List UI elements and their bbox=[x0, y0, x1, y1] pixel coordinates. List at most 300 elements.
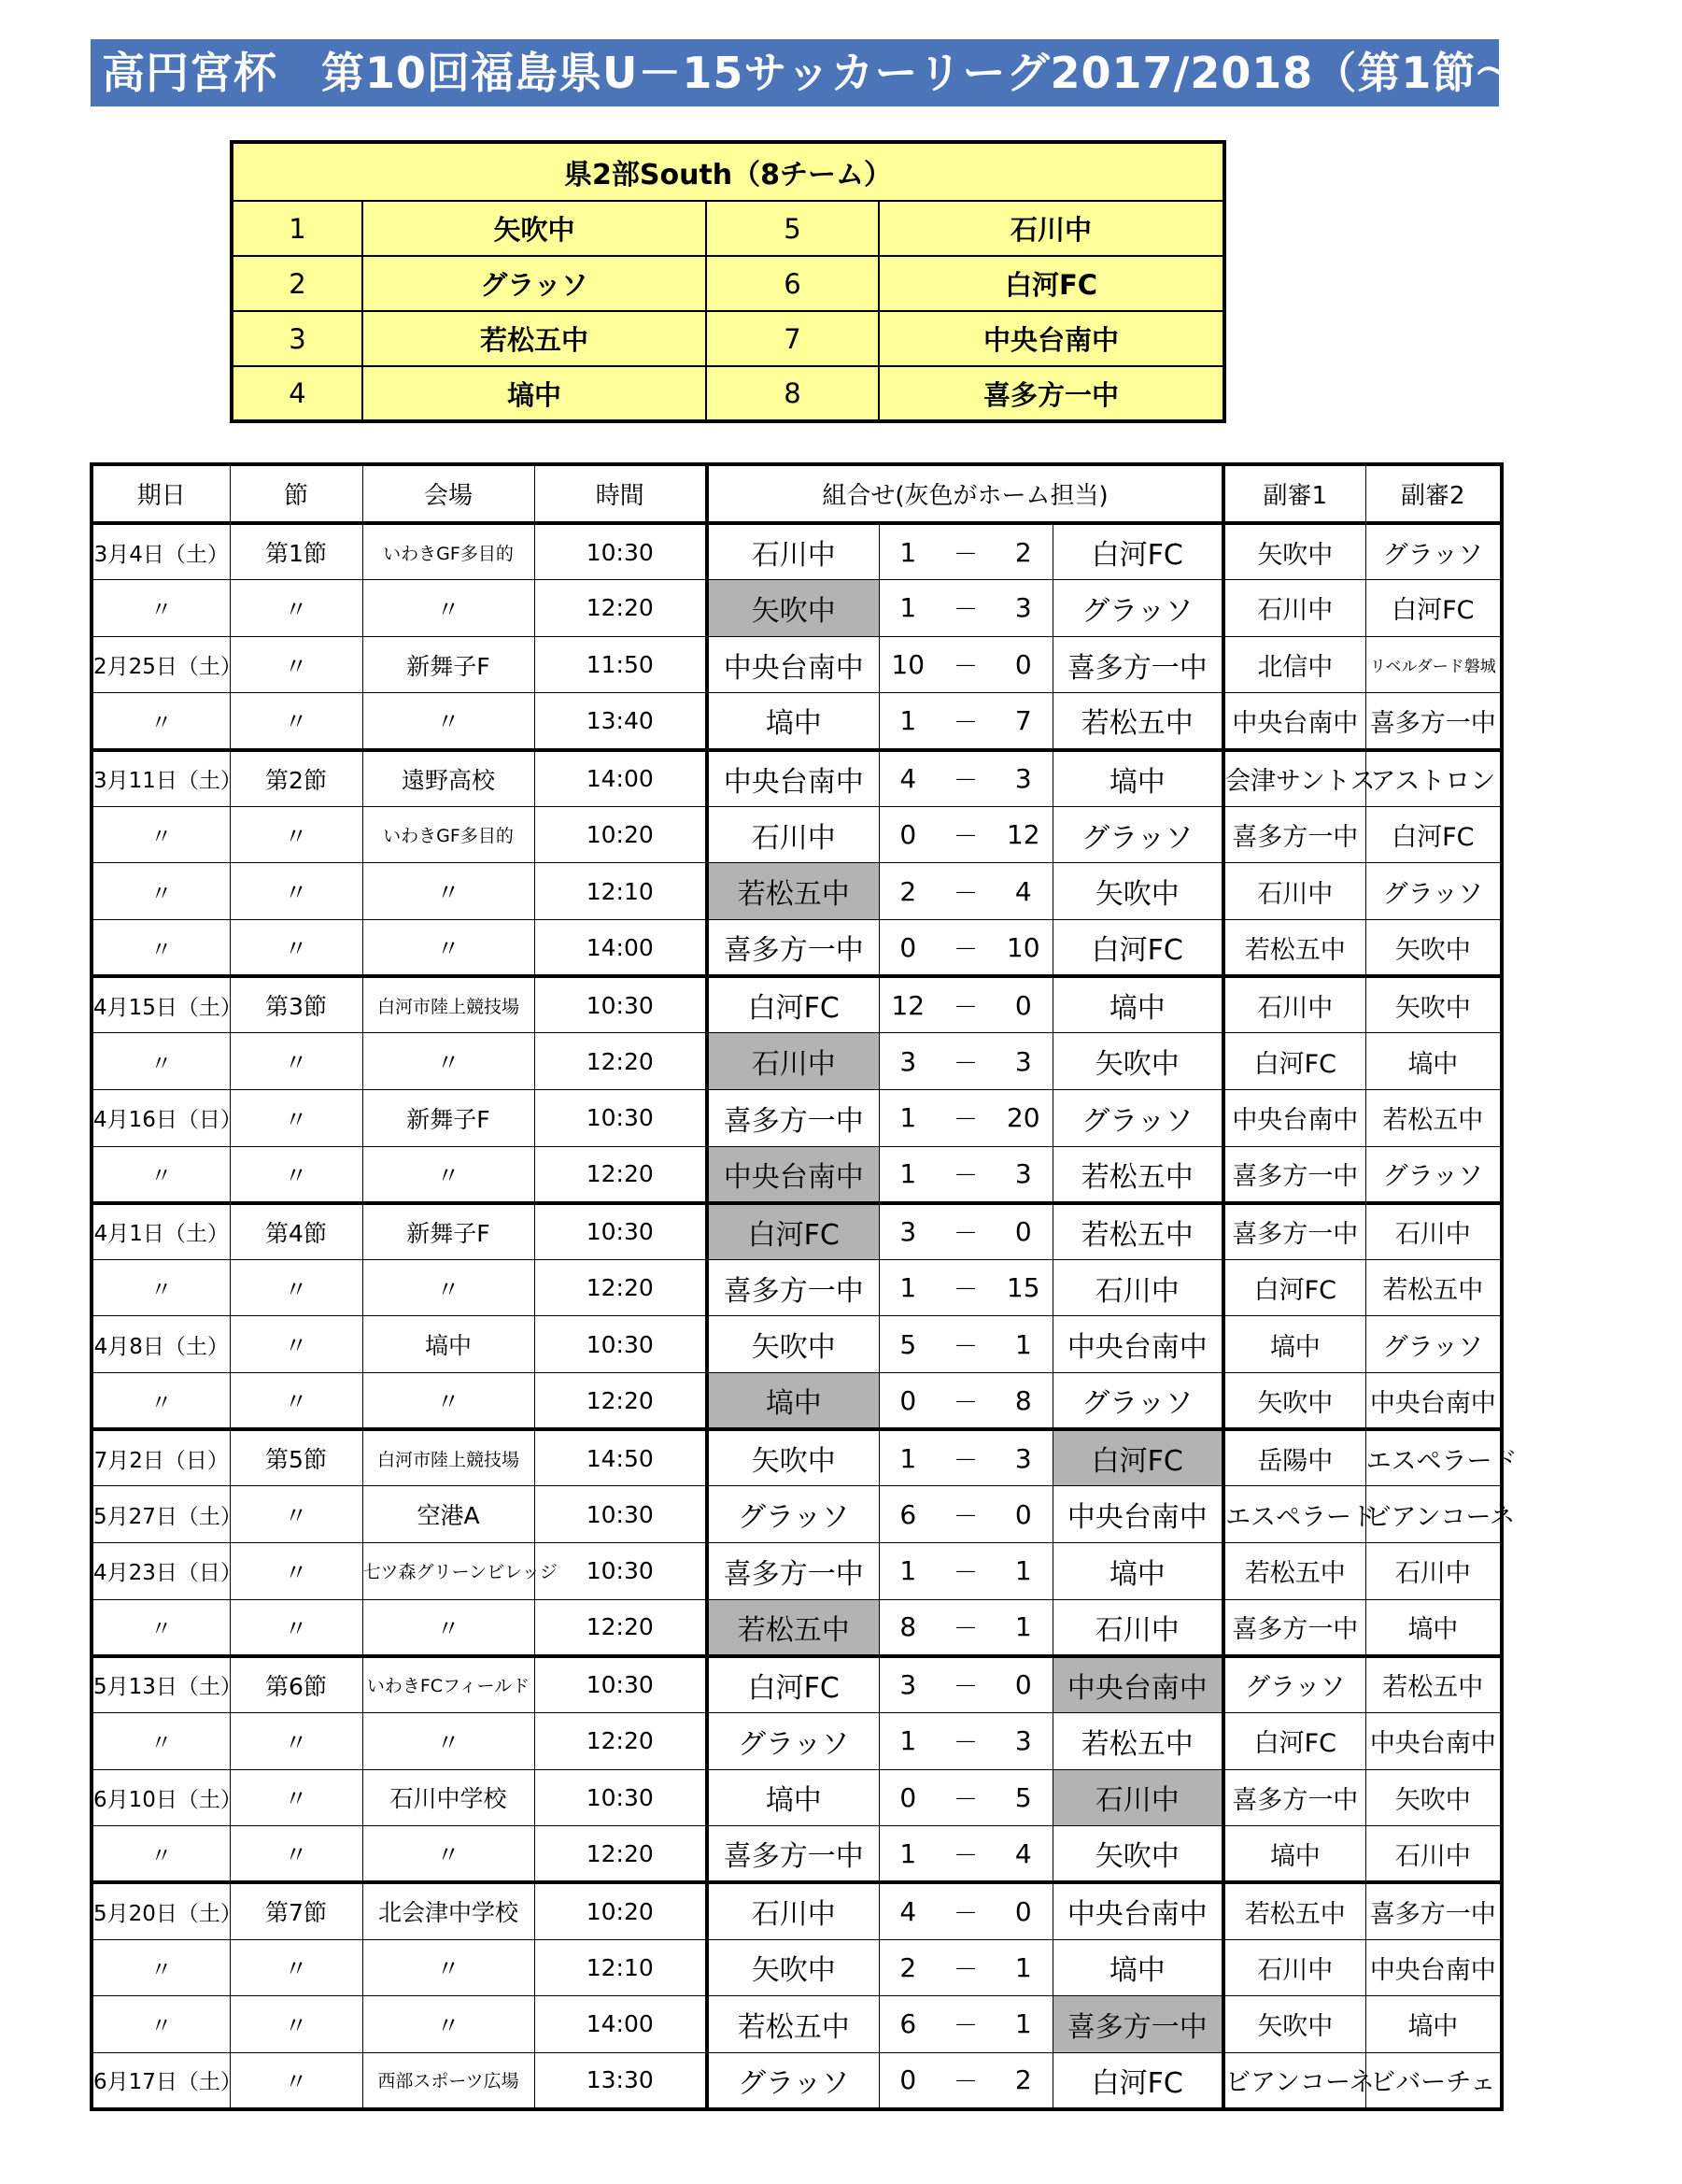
home-team: 中央台南中 bbox=[707, 636, 879, 693]
referee-2: 喜多方一中 bbox=[1365, 1882, 1502, 1939]
division-team-table bbox=[230, 140, 1226, 423]
away-score: 0 bbox=[995, 976, 1053, 1033]
referee-1: 岳陽中 bbox=[1223, 1429, 1365, 1486]
referee-2: グラッソ bbox=[1365, 1146, 1502, 1203]
match-venue: 白河市陸上競技場 bbox=[362, 976, 534, 1033]
away-team: 若松五中 bbox=[1053, 1146, 1223, 1203]
referee-1: 若松五中 bbox=[1223, 1882, 1365, 1939]
home-team: 矢吹中 bbox=[707, 1316, 879, 1373]
match-round: 第5節 bbox=[230, 1429, 362, 1486]
match-date: 5月13日（土） bbox=[92, 1656, 230, 1713]
away-score: 3 bbox=[995, 580, 1053, 637]
match-round: 〃 bbox=[230, 1316, 362, 1373]
match-round: 〃 bbox=[230, 1826, 362, 1883]
home-score: 1 bbox=[879, 1543, 937, 1600]
home-score: 1 bbox=[879, 580, 937, 637]
referee-2: 石川中 bbox=[1365, 1543, 1502, 1600]
away-team: グラッソ bbox=[1053, 1089, 1223, 1146]
match-row bbox=[92, 976, 1502, 1033]
match-date: 〃 bbox=[92, 806, 230, 863]
match-time: 10:30 bbox=[534, 1656, 707, 1713]
match-venue: 西部スポーツ広場 bbox=[362, 2052, 534, 2109]
referee-1: 喜多方一中 bbox=[1223, 1599, 1365, 1656]
home-team: 喜多方一中 bbox=[707, 1826, 879, 1883]
match-time: 14:00 bbox=[534, 750, 707, 807]
team-row bbox=[232, 256, 1224, 311]
home-score: 1 bbox=[879, 1146, 937, 1203]
match-row bbox=[92, 1146, 1502, 1203]
referee-1: 矢吹中 bbox=[1223, 523, 1365, 580]
referee-2: 塙中 bbox=[1365, 1033, 1502, 1090]
referee-1: エスペラード bbox=[1223, 1486, 1365, 1543]
match-row bbox=[92, 636, 1502, 693]
referee-2: グラッソ bbox=[1365, 863, 1502, 920]
team-number: 5 bbox=[706, 201, 879, 256]
team-number: 8 bbox=[706, 366, 879, 421]
match-venue: 〃 bbox=[362, 1712, 534, 1769]
match-row bbox=[92, 919, 1502, 976]
page-title: 高円宮杯 第10回福島県U－15サッカーリーグ2017/2018（第1節～第7節） bbox=[91, 39, 1499, 106]
score-separator: － bbox=[937, 750, 995, 807]
score-separator: － bbox=[937, 1316, 995, 1373]
header-round: 節 bbox=[230, 464, 362, 523]
score-separator: － bbox=[937, 806, 995, 863]
away-score: 0 bbox=[995, 1203, 1053, 1260]
referee-1: 喜多方一中 bbox=[1223, 1203, 1365, 1260]
home-team: 中央台南中 bbox=[707, 750, 879, 807]
match-date: 6月17日（土） bbox=[92, 2052, 230, 2109]
match-time: 12:20 bbox=[534, 1146, 707, 1203]
away-score: 1 bbox=[995, 1939, 1053, 1996]
away-score: 4 bbox=[995, 863, 1053, 920]
home-score: 1 bbox=[879, 1259, 937, 1316]
match-venue: 〃 bbox=[362, 1939, 534, 1996]
team-name: 塙中 bbox=[362, 366, 706, 421]
match-time: 12:20 bbox=[534, 1259, 707, 1316]
referee-2: 若松五中 bbox=[1365, 1089, 1502, 1146]
match-venue: 塙中 bbox=[362, 1316, 534, 1373]
referee-2: 塙中 bbox=[1365, 1599, 1502, 1656]
referee-1: グラッソ bbox=[1223, 1656, 1365, 1713]
match-round: 第1節 bbox=[230, 523, 362, 580]
match-time: 12:20 bbox=[534, 1712, 707, 1769]
home-score: 1 bbox=[879, 1712, 937, 1769]
match-time: 10:30 bbox=[534, 1089, 707, 1146]
match-venue: 〃 bbox=[362, 693, 534, 750]
match-time: 10:20 bbox=[534, 806, 707, 863]
away-score: 3 bbox=[995, 1712, 1053, 1769]
score-separator: － bbox=[937, 1599, 995, 1656]
home-score: 1 bbox=[879, 1089, 937, 1146]
match-round: 第3節 bbox=[230, 976, 362, 1033]
match-venue: 空港A bbox=[362, 1486, 534, 1543]
home-score: 3 bbox=[879, 1033, 937, 1090]
away-team: 喜多方一中 bbox=[1053, 636, 1223, 693]
home-team: 矢吹中 bbox=[707, 1939, 879, 1996]
home-score: 6 bbox=[879, 1996, 937, 2053]
away-score: 10 bbox=[995, 919, 1053, 976]
match-venue: 〃 bbox=[362, 1373, 534, 1430]
score-separator: － bbox=[937, 1712, 995, 1769]
away-score: 3 bbox=[995, 1146, 1053, 1203]
referee-2: 石川中 bbox=[1365, 1203, 1502, 1260]
match-round: 〃 bbox=[230, 1712, 362, 1769]
team-row bbox=[232, 366, 1224, 421]
match-row bbox=[92, 1882, 1502, 1939]
referee-2: 塙中 bbox=[1365, 1996, 1502, 2053]
match-row bbox=[92, 1089, 1502, 1146]
match-time: 11:50 bbox=[534, 636, 707, 693]
match-date: 〃 bbox=[92, 1826, 230, 1883]
match-time: 10:30 bbox=[534, 976, 707, 1033]
home-team: 白河FC bbox=[707, 1656, 879, 1713]
score-separator: － bbox=[937, 863, 995, 920]
referee-1: 喜多方一中 bbox=[1223, 806, 1365, 863]
away-score: 0 bbox=[995, 636, 1053, 693]
away-team: 白河FC bbox=[1053, 523, 1223, 580]
away-team: 石川中 bbox=[1053, 1599, 1223, 1656]
match-venue: 〃 bbox=[362, 1146, 534, 1203]
score-separator: － bbox=[937, 1373, 995, 1430]
match-date: 〃 bbox=[92, 580, 230, 637]
score-separator: － bbox=[937, 1089, 995, 1146]
away-team: 塙中 bbox=[1053, 976, 1223, 1033]
away-score: 12 bbox=[995, 806, 1053, 863]
referee-1: ビアンコーネ bbox=[1223, 2052, 1365, 2109]
match-venue: 新舞子F bbox=[362, 636, 534, 693]
home-score: 8 bbox=[879, 1599, 937, 1656]
score-separator: － bbox=[937, 693, 995, 750]
match-row bbox=[92, 1939, 1502, 1996]
home-team: 喜多方一中 bbox=[707, 1089, 879, 1146]
referee-1: 石川中 bbox=[1223, 863, 1365, 920]
home-score: 5 bbox=[879, 1316, 937, 1373]
home-score: 3 bbox=[879, 1203, 937, 1260]
home-team: 喜多方一中 bbox=[707, 1259, 879, 1316]
match-venue: 白河市陸上競技場 bbox=[362, 1429, 534, 1486]
home-team: グラッソ bbox=[707, 1712, 879, 1769]
match-time: 10:30 bbox=[534, 1486, 707, 1543]
match-date: 3月4日（土） bbox=[92, 523, 230, 580]
away-team: グラッソ bbox=[1053, 806, 1223, 863]
away-score: 8 bbox=[995, 1373, 1053, 1430]
away-team: 白河FC bbox=[1053, 1429, 1223, 1486]
match-round: 〃 bbox=[230, 2052, 362, 2109]
match-venue: 〃 bbox=[362, 1033, 534, 1090]
home-score: 6 bbox=[879, 1486, 937, 1543]
match-date: 2月25日（土） bbox=[92, 636, 230, 693]
referee-2: グラッソ bbox=[1365, 523, 1502, 580]
match-time: 12:20 bbox=[534, 1599, 707, 1656]
match-time: 13:30 bbox=[534, 2052, 707, 2109]
match-time: 10:30 bbox=[534, 1203, 707, 1260]
score-separator: － bbox=[937, 1543, 995, 1600]
match-row bbox=[92, 1543, 1502, 1600]
match-time: 12:20 bbox=[534, 1826, 707, 1883]
header-ref1: 副審1 bbox=[1223, 464, 1365, 523]
match-time: 14:50 bbox=[534, 1429, 707, 1486]
referee-2: 白河FC bbox=[1365, 580, 1502, 637]
referee-2: ビアンコーネ bbox=[1365, 1486, 1502, 1543]
match-time: 12:20 bbox=[534, 1373, 707, 1430]
match-venue: 〃 bbox=[362, 1996, 534, 2053]
score-separator: － bbox=[937, 1826, 995, 1883]
match-venue: 石川中学校 bbox=[362, 1769, 534, 1826]
referee-1: 塙中 bbox=[1223, 1826, 1365, 1883]
match-round: 〃 bbox=[230, 806, 362, 863]
schedule-header-row bbox=[92, 464, 1502, 523]
home-team: 若松五中 bbox=[707, 1996, 879, 2053]
match-venue: 〃 bbox=[362, 863, 534, 920]
match-time: 12:20 bbox=[534, 1033, 707, 1090]
home-team: 塙中 bbox=[707, 693, 879, 750]
match-row bbox=[92, 1599, 1502, 1656]
header-matchup: 組合せ(灰色がホーム担当) bbox=[707, 464, 1223, 523]
away-team: 白河FC bbox=[1053, 2052, 1223, 2109]
home-score: 0 bbox=[879, 1769, 937, 1826]
home-score: 10 bbox=[879, 636, 937, 693]
home-team: 若松五中 bbox=[707, 863, 879, 920]
match-row bbox=[92, 1996, 1502, 2053]
match-round: 〃 bbox=[230, 863, 362, 920]
match-round: 〃 bbox=[230, 1089, 362, 1146]
match-round: 〃 bbox=[230, 1146, 362, 1203]
match-date: 5月20日（土） bbox=[92, 1882, 230, 1939]
away-team: 若松五中 bbox=[1053, 1712, 1223, 1769]
away-score: 1 bbox=[995, 1543, 1053, 1600]
referee-1: 中央台南中 bbox=[1223, 1089, 1365, 1146]
referee-2: 中央台南中 bbox=[1365, 1712, 1502, 1769]
away-team: 石川中 bbox=[1053, 1769, 1223, 1826]
away-score: 0 bbox=[995, 1882, 1053, 1939]
match-venue: 〃 bbox=[362, 1259, 534, 1316]
match-venue: 〃 bbox=[362, 1599, 534, 1656]
match-row bbox=[92, 693, 1502, 750]
away-team: 塙中 bbox=[1053, 750, 1223, 807]
away-score: 2 bbox=[995, 523, 1053, 580]
match-date: 6月10日（土） bbox=[92, 1769, 230, 1826]
match-time: 10:30 bbox=[534, 1769, 707, 1826]
match-date: 〃 bbox=[92, 1146, 230, 1203]
away-score: 3 bbox=[995, 1033, 1053, 1090]
score-separator: － bbox=[937, 636, 995, 693]
match-row bbox=[92, 863, 1502, 920]
referee-1: 喜多方一中 bbox=[1223, 1769, 1365, 1826]
match-row bbox=[92, 1429, 1502, 1486]
away-score: 1 bbox=[995, 1316, 1053, 1373]
referee-2: 中央台南中 bbox=[1365, 1939, 1502, 1996]
header-ref2: 副審2 bbox=[1365, 464, 1502, 523]
referee-1: 喜多方一中 bbox=[1223, 1146, 1365, 1203]
home-score: 2 bbox=[879, 1939, 937, 1996]
home-team: 若松五中 bbox=[707, 1599, 879, 1656]
referee-2: グラッソ bbox=[1365, 1316, 1502, 1373]
match-time: 13:40 bbox=[534, 693, 707, 750]
match-date: 〃 bbox=[92, 1599, 230, 1656]
home-score: 0 bbox=[879, 919, 937, 976]
home-score: 0 bbox=[879, 2052, 937, 2109]
away-team: グラッソ bbox=[1053, 1373, 1223, 1430]
match-date: 7月2日（日） bbox=[92, 1429, 230, 1486]
away-team: 中央台南中 bbox=[1053, 1316, 1223, 1373]
referee-1: 中央台南中 bbox=[1223, 693, 1365, 750]
match-time: 10:20 bbox=[534, 1882, 707, 1939]
referee-1: 塙中 bbox=[1223, 1316, 1365, 1373]
match-date: 〃 bbox=[92, 863, 230, 920]
match-date: 〃 bbox=[92, 1996, 230, 2053]
home-score: 0 bbox=[879, 806, 937, 863]
match-row bbox=[92, 1203, 1502, 1260]
match-row bbox=[92, 523, 1502, 580]
referee-1: 矢吹中 bbox=[1223, 1373, 1365, 1430]
score-separator: － bbox=[937, 1996, 995, 2053]
away-team: 喜多方一中 bbox=[1053, 1996, 1223, 2053]
score-separator: － bbox=[937, 580, 995, 637]
referee-1: 石川中 bbox=[1223, 1939, 1365, 1996]
away-score: 3 bbox=[995, 1429, 1053, 1486]
home-score: 1 bbox=[879, 523, 937, 580]
score-separator: － bbox=[937, 1146, 995, 1203]
referee-1: 矢吹中 bbox=[1223, 1996, 1365, 2053]
match-row bbox=[92, 1259, 1502, 1316]
score-separator: － bbox=[937, 976, 995, 1033]
score-separator: － bbox=[937, 1033, 995, 1090]
referee-1: 若松五中 bbox=[1223, 919, 1365, 976]
away-score: 15 bbox=[995, 1259, 1053, 1316]
score-separator: － bbox=[937, 1769, 995, 1826]
match-date: 〃 bbox=[92, 1259, 230, 1316]
match-round: 〃 bbox=[230, 580, 362, 637]
match-date: 〃 bbox=[92, 693, 230, 750]
away-team: 若松五中 bbox=[1053, 1203, 1223, 1260]
header-venue: 会場 bbox=[362, 464, 534, 523]
team-name: 矢吹中 bbox=[362, 201, 706, 256]
away-score: 1 bbox=[995, 1996, 1053, 2053]
match-date: 3月11日（土） bbox=[92, 750, 230, 807]
score-separator: － bbox=[937, 523, 995, 580]
match-time: 12:20 bbox=[534, 580, 707, 637]
match-round: 第2節 bbox=[230, 750, 362, 807]
referee-2: ビバーチェ bbox=[1365, 2052, 1502, 2109]
away-team: 中央台南中 bbox=[1053, 1656, 1223, 1713]
team-number: 1 bbox=[232, 201, 362, 256]
match-date: 〃 bbox=[92, 919, 230, 976]
referee-2: 矢吹中 bbox=[1365, 919, 1502, 976]
home-team: 石川中 bbox=[707, 1033, 879, 1090]
referee-2: 白河FC bbox=[1365, 806, 1502, 863]
match-row bbox=[92, 1033, 1502, 1090]
match-row bbox=[92, 2052, 1502, 2109]
home-team: 塙中 bbox=[707, 1769, 879, 1826]
referee-1: 石川中 bbox=[1223, 976, 1365, 1033]
home-team: 石川中 bbox=[707, 806, 879, 863]
away-team: 塙中 bbox=[1053, 1543, 1223, 1600]
match-row bbox=[92, 1656, 1502, 1713]
home-team: 白河FC bbox=[707, 1203, 879, 1260]
home-team: 喜多方一中 bbox=[707, 919, 879, 976]
referee-2: エスペラード bbox=[1365, 1429, 1502, 1486]
match-row bbox=[92, 1769, 1502, 1826]
header-time: 時間 bbox=[534, 464, 707, 523]
away-score: 5 bbox=[995, 1769, 1053, 1826]
team-name: 若松五中 bbox=[362, 311, 706, 366]
match-time: 10:30 bbox=[534, 523, 707, 580]
away-team: 中央台南中 bbox=[1053, 1882, 1223, 1939]
away-score: 20 bbox=[995, 1089, 1053, 1146]
score-separator: － bbox=[937, 1429, 995, 1486]
match-time: 12:10 bbox=[534, 863, 707, 920]
match-date: 〃 bbox=[92, 1939, 230, 1996]
referee-2: 若松五中 bbox=[1365, 1259, 1502, 1316]
home-score: 4 bbox=[879, 1882, 937, 1939]
match-round: 第6節 bbox=[230, 1656, 362, 1713]
away-team: 白河FC bbox=[1053, 919, 1223, 976]
match-round: 第4節 bbox=[230, 1203, 362, 1260]
away-score: 1 bbox=[995, 1599, 1053, 1656]
match-round: 〃 bbox=[230, 919, 362, 976]
match-venue: 七ツ森グリーンビレッジ bbox=[362, 1543, 534, 1600]
away-team: グラッソ bbox=[1053, 580, 1223, 637]
match-date: 〃 bbox=[92, 1373, 230, 1430]
match-row bbox=[92, 1373, 1502, 1430]
header-date: 期日 bbox=[92, 464, 230, 523]
division-header: 県2部South（8チーム） bbox=[232, 142, 1224, 201]
home-team: 中央台南中 bbox=[707, 1146, 879, 1203]
match-round: 〃 bbox=[230, 1033, 362, 1090]
match-time: 10:30 bbox=[534, 1316, 707, 1373]
referee-1: 会津サントス bbox=[1223, 750, 1365, 807]
away-team: 塙中 bbox=[1053, 1939, 1223, 1996]
match-time: 12:10 bbox=[534, 1939, 707, 1996]
match-date: 5月27日（土） bbox=[92, 1486, 230, 1543]
match-date: 〃 bbox=[92, 1712, 230, 1769]
home-score: 1 bbox=[879, 1826, 937, 1883]
match-round: 〃 bbox=[230, 636, 362, 693]
score-separator: － bbox=[937, 1882, 995, 1939]
referee-2: 喜多方一中 bbox=[1365, 693, 1502, 750]
referee-2: 中央台南中 bbox=[1365, 1373, 1502, 1430]
match-venue: 北会津中学校 bbox=[362, 1882, 534, 1939]
away-score: 2 bbox=[995, 2052, 1053, 2109]
match-row bbox=[92, 806, 1502, 863]
match-round: 〃 bbox=[230, 1769, 362, 1826]
team-row bbox=[232, 201, 1224, 256]
team-number: 3 bbox=[232, 311, 362, 366]
match-venue: いわきGF多目的 bbox=[362, 806, 534, 863]
match-date: 4月15日（土） bbox=[92, 976, 230, 1033]
match-round: 第7節 bbox=[230, 1882, 362, 1939]
team-number: 7 bbox=[706, 311, 879, 366]
away-score: 3 bbox=[995, 750, 1053, 807]
away-team: 中央台南中 bbox=[1053, 1486, 1223, 1543]
home-team: 塙中 bbox=[707, 1373, 879, 1430]
home-team: 喜多方一中 bbox=[707, 1543, 879, 1600]
score-separator: － bbox=[937, 1656, 995, 1713]
score-separator: － bbox=[937, 1939, 995, 1996]
match-venue: 〃 bbox=[362, 1826, 534, 1883]
team-number: 6 bbox=[706, 256, 879, 311]
match-row bbox=[92, 1486, 1502, 1543]
match-time: 14:00 bbox=[534, 919, 707, 976]
home-team: 石川中 bbox=[707, 523, 879, 580]
team-name: 石川中 bbox=[879, 201, 1224, 256]
team-name: 喜多方一中 bbox=[879, 366, 1224, 421]
referee-1: 白河FC bbox=[1223, 1033, 1365, 1090]
referee-1: 白河FC bbox=[1223, 1259, 1365, 1316]
match-venue: いわきGF多目的 bbox=[362, 523, 534, 580]
away-team: 若松五中 bbox=[1053, 693, 1223, 750]
score-separator: － bbox=[937, 1486, 995, 1543]
